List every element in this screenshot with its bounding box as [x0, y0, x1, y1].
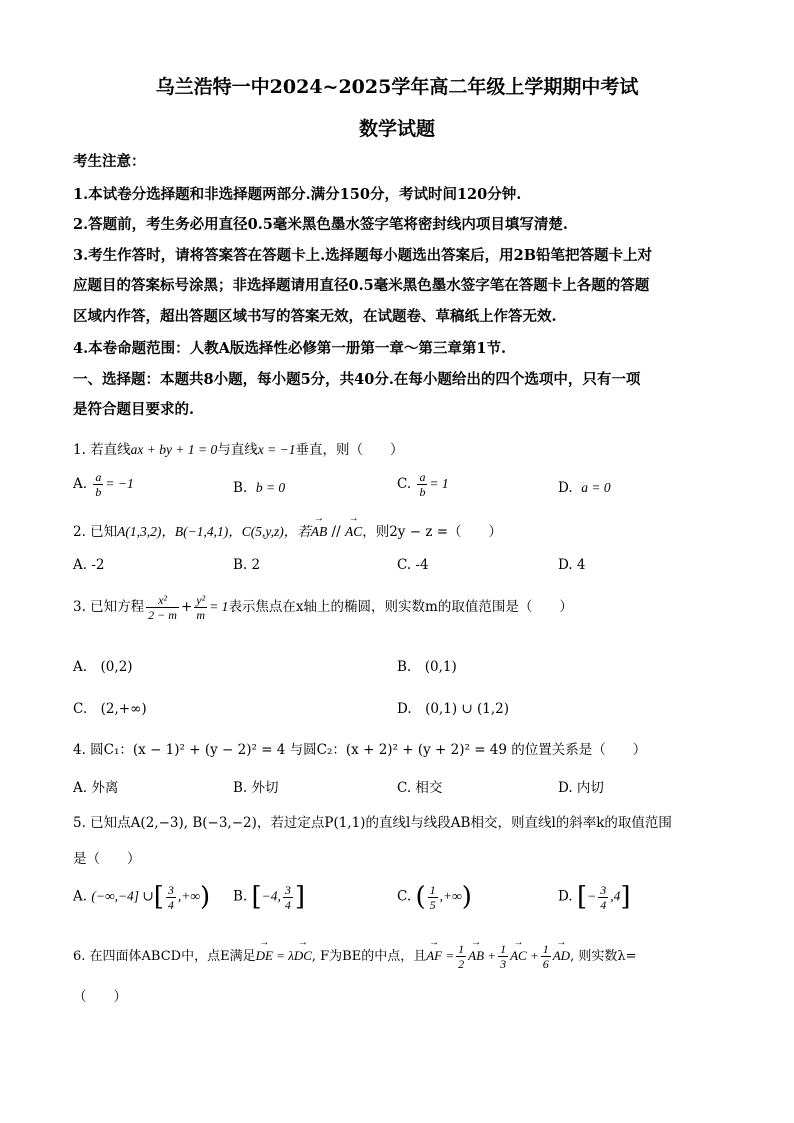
- q5-option-c-fraction: [428, 883, 438, 912]
- q4-option-a[interactable]: A. 外离: [73, 780, 119, 796]
- q4-option-c[interactable]: C. 相交: [397, 780, 443, 796]
- q1-a-denominator: b: [95, 485, 102, 499]
- q6-vector-ad: → AD: [553, 948, 570, 964]
- q6-vector-de: → DE: [256, 948, 273, 964]
- q6-vector-af: → AF: [426, 948, 442, 964]
- q6-eq-lambda: = λ: [272, 948, 294, 963]
- q1-option-b-text: b = 0: [255, 480, 286, 495]
- notice-item-4: 4.本卷命题范围：人教A版选择性必修第一册第一章～第三章第1节.: [73, 340, 507, 357]
- q2-parallel: //: [327, 524, 345, 540]
- q5-option-d[interactable]: D. [− $\frac{3}{4}$ ,4]: [558, 882, 631, 912]
- q3-fraction-1: [146, 593, 179, 622]
- q6-suffix: , 则实数λ=: [570, 949, 637, 964]
- q6-coef-2: [498, 942, 508, 971]
- q1-option-a-fraction: [93, 470, 103, 499]
- q5-option-d-fraction: [598, 883, 608, 912]
- question-6-line-2: （ ）: [73, 989, 127, 1005]
- q6-coef-1-num: 1: [458, 942, 465, 956]
- q3-denominator-1: 2 − m: [148, 608, 177, 622]
- section-heading-line-1: 一、选择题：本题共8小题，每小题5分，共40分.在每小题给出的四个选项中，只有一项: [73, 371, 641, 388]
- q2-vector-ac: → AC: [345, 524, 362, 540]
- q6-coef-1: [456, 942, 466, 971]
- q1-second-line: x = −1: [257, 442, 296, 457]
- q1-option-a-label: A.: [73, 476, 88, 492]
- q6-mid: , F为BE的中点，且: [311, 949, 427, 964]
- question-6: [73, 942, 636, 971]
- q1-option-d-label: D.: [558, 480, 573, 496]
- q5-option-b-pre: −4,: [261, 888, 281, 904]
- q5-option-d-pre: −: [587, 888, 597, 904]
- q5-b-denominator: 4: [284, 897, 291, 912]
- exam-title: 乌兰浩特一中2024~2025学年高二年级上学期期中考试: [155, 76, 639, 98]
- q3-fraction-2: [194, 593, 207, 622]
- q5-option-b-fraction: [283, 883, 293, 912]
- q2-option-b[interactable]: B. 2: [233, 557, 261, 573]
- q1-a-numerator: a: [95, 470, 102, 484]
- q1-line-equation: ax + by + 1 = 0: [130, 442, 218, 457]
- q2-option-c[interactable]: C. -4: [397, 557, 429, 573]
- notice-item-1: 1.本试卷分选择题和非选择题两部分.满分150分，考试时间120分钟.: [73, 186, 522, 203]
- q1-option-b-label: B.: [233, 480, 248, 496]
- notice-heading: 考生注意：: [73, 153, 146, 170]
- q6-coef-2-num: 1: [500, 942, 507, 956]
- q3-option-b[interactable]: B. (0,1): [397, 659, 457, 675]
- q5-option-a-fraction: [166, 883, 176, 912]
- notice-item-3-line-2: 应题目的答案标号涂黑；非选择题请用直径0.5毫米黑色墨水签字笔在答题卡上各题的答题: [73, 277, 650, 294]
- q5-option-c-label: C.: [397, 888, 412, 905]
- q5-option-c-post: ,+∞: [439, 888, 462, 904]
- q3-numerator-2: y²: [196, 593, 206, 607]
- q6-coef-2-den: 3: [500, 957, 507, 971]
- q5-option-b-label: B.: [233, 888, 248, 905]
- q4-option-b[interactable]: B. 外切: [233, 780, 279, 796]
- q1-option-c-label: C.: [397, 476, 412, 492]
- q3-option-d[interactable]: D. (0,1) ∪ (1,2): [397, 701, 510, 717]
- q5-option-a-label: A.: [73, 888, 88, 905]
- q6-coef-3-num: 1: [542, 942, 549, 956]
- q6-equals: =: [442, 948, 455, 963]
- q6-vector-ab: → AB: [468, 948, 484, 964]
- q1-suffix: 垂直，则（ ）: [295, 442, 404, 458]
- question-5-line-1: 5. 已知点A(2,−3), B(−3,−2)，若过定点P(1,1)的直线l与线段AB相交，则直线l的斜率k的取值范围: [73, 815, 672, 831]
- q3-option-a[interactable]: A. (0,2): [73, 659, 133, 675]
- q1-option-a[interactable]: [73, 470, 134, 499]
- q6-coef-3: [541, 942, 551, 971]
- q1-a-rest: = −1: [105, 476, 134, 491]
- q5-d-numerator: 3: [600, 882, 607, 897]
- q5-option-c[interactable]: C. ( $\frac{1}{5}$ ,+∞): [397, 882, 472, 912]
- q1-c-numerator: a: [419, 470, 426, 484]
- question-1: [73, 438, 403, 458]
- q5-option-d-label: D.: [558, 888, 573, 905]
- question-5-line-2: 是（ ）: [73, 851, 141, 867]
- q5-c-numerator: 1: [429, 882, 436, 897]
- question-4: 4. 圆C₁：(x − 1)² + (y − 2)² = 4 与圆C₂：(x + 2)² + (y + 2)² = 49 的位置关系是（ ）: [73, 742, 647, 758]
- q6-plus-2: +: [526, 948, 539, 963]
- q5-c-denominator: 5: [429, 897, 436, 912]
- q1-option-b[interactable]: [233, 480, 285, 496]
- q1-option-d[interactable]: [558, 480, 611, 496]
- q2-option-d[interactable]: D. 4: [558, 557, 586, 573]
- q5-option-a-post: ,+∞: [177, 888, 201, 904]
- q3-suffix: 表示焦点在x轴上的椭圆，则实数m的取值范围是（ ）: [228, 599, 573, 615]
- q6-vector-ac: → AC: [510, 948, 527, 964]
- q3-prefix: 3. 已知方程: [73, 599, 145, 615]
- q3-denominator-2: m: [196, 608, 206, 622]
- exam-subtitle: 数学试题: [358, 118, 435, 140]
- q6-prefix: 6. 在四面体ABCD中，点E满足: [73, 949, 256, 964]
- q2-option-a[interactable]: A. -2: [73, 557, 105, 573]
- q5-option-a[interactable]: A. (−∞,−4] ∪[ $\frac{3}{4}$ ,+∞): [73, 882, 211, 912]
- q2-vector-ab: → AB: [311, 524, 328, 540]
- notice-item-3-line-1: 3.考生作答时，请将答案答在答题卡上.选择题每小题选出答案后，用2B铅笔把答题卡上对: [73, 247, 653, 264]
- notice-item-2: 2.答题前，考生务必用直径0.5毫米黑色墨水签字笔将密封线内项目填写清楚.: [73, 216, 568, 233]
- q1-option-c-fraction: [417, 470, 427, 499]
- q1-option-c[interactable]: [397, 470, 449, 499]
- q5-a-denominator: 4: [167, 897, 174, 912]
- notice-item-3-line-3: 区域内作答，超出答题区域书写的答案无效，在试题卷、草稿纸上作答无效.: [73, 308, 557, 325]
- q5-d-denominator: 4: [600, 897, 607, 912]
- question-3: [73, 593, 573, 622]
- q3-numerator-1: x²: [146, 593, 179, 608]
- q5-option-d-post: ,4: [610, 888, 621, 904]
- q1-option-d-text: a = 0: [581, 480, 611, 495]
- q4-option-d[interactable]: D. 内切: [558, 780, 604, 796]
- q5-option-b[interactable]: B. [−4, $\frac{3}{4}$ ]: [233, 882, 306, 912]
- q3-plus: +: [180, 599, 193, 615]
- q1-c-denominator: b: [419, 485, 426, 499]
- question-2: [73, 520, 502, 540]
- q2-prefix: 2. 已知: [73, 524, 118, 540]
- q2-points: A(1,3,2)，B(−1,4,1)，C(5,y,z)，若: [117, 524, 311, 539]
- q5-option-a-pre: (−∞,−4] ∪: [91, 888, 154, 904]
- q1-prefix: 1. 若直线: [73, 442, 131, 458]
- q5-a-numerator: 3: [167, 882, 174, 897]
- q2-suffix: ，则2y − z =（ ）: [362, 524, 503, 540]
- q6-coef-3-den: 6: [542, 957, 549, 971]
- q1-c-rest: = 1: [429, 476, 449, 491]
- q6-vector-dc: → DC: [294, 948, 312, 964]
- q5-b-numerator: 3: [284, 882, 291, 897]
- q6-plus-1: +: [484, 948, 497, 963]
- q6-coef-1-den: 2: [458, 957, 465, 971]
- q3-equals: = 1: [209, 599, 229, 614]
- q3-option-c[interactable]: C. (2,+∞): [73, 701, 147, 717]
- section-heading-line-2: 是符合题目要求的.: [73, 401, 195, 418]
- q1-mid: 与直线: [217, 442, 258, 458]
